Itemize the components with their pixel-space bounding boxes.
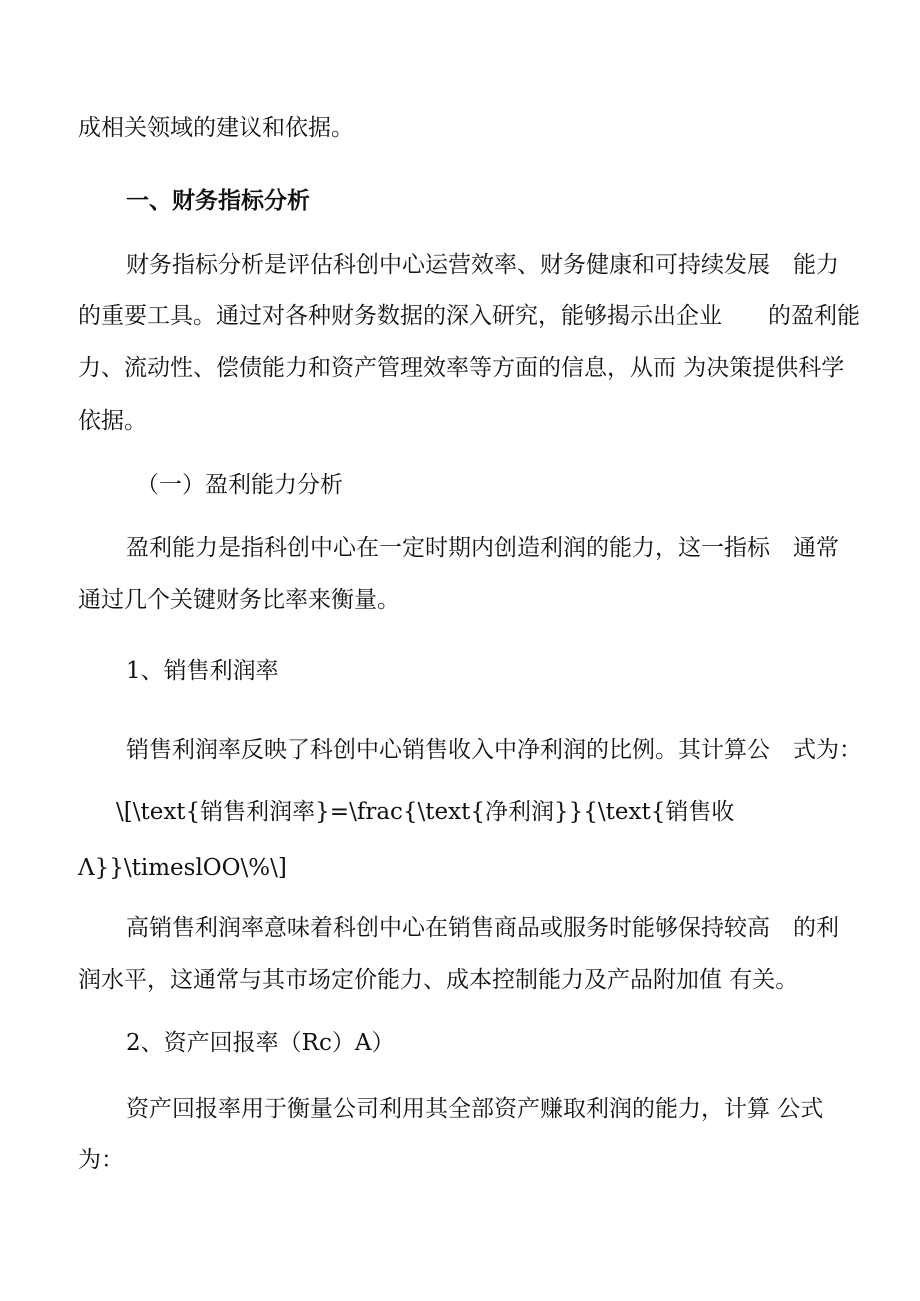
paragraph-line: 为： [78, 1147, 124, 1173]
paragraph-line: 高销售利润率意味着科创中心在销售商品或服务时能够保持较高 的利 [126, 915, 839, 941]
paragraph-line: 成相关领域的建议和依据。 [78, 115, 354, 141]
paragraph-line: 润水平，这通常与其市场定价能力、成本控制能力及产品附加值 有关。 [78, 967, 799, 993]
paragraph-line: 的重要工具。通过对各种财务数据的深入研究，能够揭示出企业 的盈利能 [78, 303, 860, 329]
paragraph-line: 盈利能力是指科创中心在一定时期内创造利润的能力，这一指标 通常 [126, 535, 839, 561]
paragraph-line: 依据。 [78, 408, 147, 434]
formula-line: \[\text{销售利润率}=\frac{\text{净利润}}{\text{销售收 [116, 799, 735, 825]
paragraph-line: 资产回报率用于衡量公司利用其全部资产赚取利润的能力，计算 公式 [126, 1096, 824, 1122]
paragraph-line: 通过几个关键财务比率来衡量。 [78, 587, 400, 613]
subsection-heading: （一）盈利能力分析 [136, 472, 343, 498]
paragraph-line: 力、流动性、偿债能力和资产管理效率等方面的信息，从而 为决策提供科学 [78, 355, 845, 381]
section-heading: 一、财务指标分析 [126, 187, 310, 214]
item-heading: 2、资产回报率（Rc）A） [126, 1030, 395, 1056]
formula-line: Λ}}\timeslOO\%\] [78, 855, 287, 881]
item-heading: 1、销售利润率 [126, 658, 279, 684]
paragraph-line: 销售利润率反映了科创中心销售收入中净利润的比例。其计算公 式为： [126, 737, 862, 763]
paragraph-line: 财务指标分析是评估科创中心运营效率、财务健康和可持续发展 能力 [126, 252, 839, 278]
